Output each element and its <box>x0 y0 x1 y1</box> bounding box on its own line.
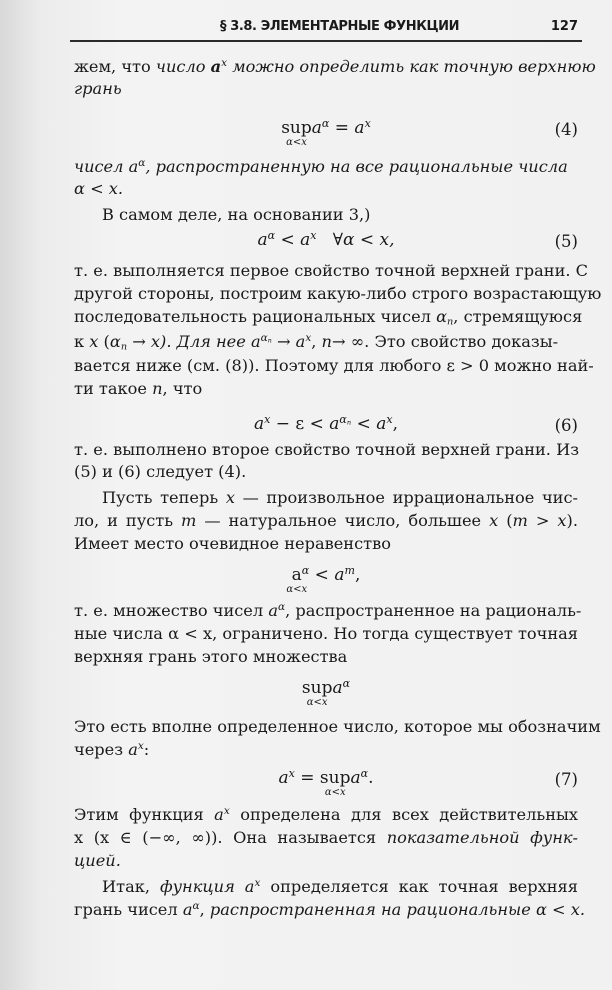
equation-number: (6) <box>554 416 578 435</box>
formula-4: sup α<x $a^\alpha = a^x$ <box>281 116 371 148</box>
text-line: грань чисел $a^\alpha$, распространенная на рациональные α < x. <box>74 900 586 919</box>
text-line: т. е. выполняется первое свойство точной верхней грани. С <box>74 261 589 280</box>
text-line: другой стороны, построим какую-либо строго возрастающую <box>74 284 602 303</box>
text-line: к x $(\alpha_n \to x)$. Для нее $a^{\alpha_n} \to a^x$, n→ ∞. Это свойство доказы- <box>74 332 559 353</box>
formula-6: $a^x - \varepsilon < a^{\alpha_n} < a^x$, <box>253 412 399 434</box>
page-number: 127 <box>550 19 578 34</box>
text-line: через $a^x$: <box>74 740 150 759</box>
text-line: В самом деле, на основании 3,) <box>102 205 371 224</box>
text-line: вается ниже (см. (8)). Поэтому для любого ε > 0 можно най- <box>74 356 594 375</box>
text-line: Имеет место очевидное неравенство <box>74 534 391 553</box>
formula-sup: sup α<x $a^\alpha$ <box>301 676 351 708</box>
formula-bound: a α<x $^\alpha < a^m$, <box>286 563 361 595</box>
text-line: грань <box>74 79 122 98</box>
text-line: Это есть вполне определенное число, которое мы обозначим <box>74 717 601 736</box>
text-line: ло, и пусть m — натуральное число, большее x (m > x). <box>74 511 578 530</box>
section-title: § 3.8. ЭЛЕМЕНТАРНЫЕ ФУНКЦИИ <box>220 19 460 34</box>
text-line: ные числа α < x, ограничено. Но тогда существует точная <box>74 624 578 643</box>
equation-number: (5) <box>554 232 578 251</box>
text-line: верхняя грань этого множества <box>74 647 348 666</box>
text-line: x (x ∈ (−∞, ∞)). Она называется показательной функ- <box>74 828 578 847</box>
formula-5: $a^\alpha < a^x$ ∀α < x, <box>257 228 395 250</box>
text-line: чисел $a^\alpha$, распространенную на все рациональные числа <box>74 157 568 176</box>
text-line: Пусть теперь x — произвольное иррациональное чис- <box>102 488 578 507</box>
running-header <box>70 18 582 42</box>
text-line: α < x. <box>74 179 124 198</box>
text-line: (5) и (6) следует (4). <box>74 462 247 481</box>
formula-7: $a^x$ = sup α<x $a^\alpha$. <box>278 766 374 798</box>
equation-number: (4) <box>554 120 578 139</box>
text-line: т. е. множество чисел $a^\alpha$, распространенное на рациональ- <box>74 601 582 620</box>
text-line: ти такое n, что <box>74 379 203 398</box>
text-line: Итак, функция $a^x$ определяется как точная верхняя <box>102 877 578 896</box>
text-line: жем, что число $a^x$ можно определить как точную верхнюю <box>74 57 596 76</box>
text-line: т. е. выполнено второе свойство точной верхней грани. Из <box>74 440 580 459</box>
text-line: последовательность рациональных чисел $\alpha_n$, стремящуюся <box>74 307 583 328</box>
text-line: Этим функция $a^x$ определена для всех действительных <box>74 805 578 824</box>
equation-number: (7) <box>554 770 578 789</box>
text-line: цией. <box>74 851 121 870</box>
